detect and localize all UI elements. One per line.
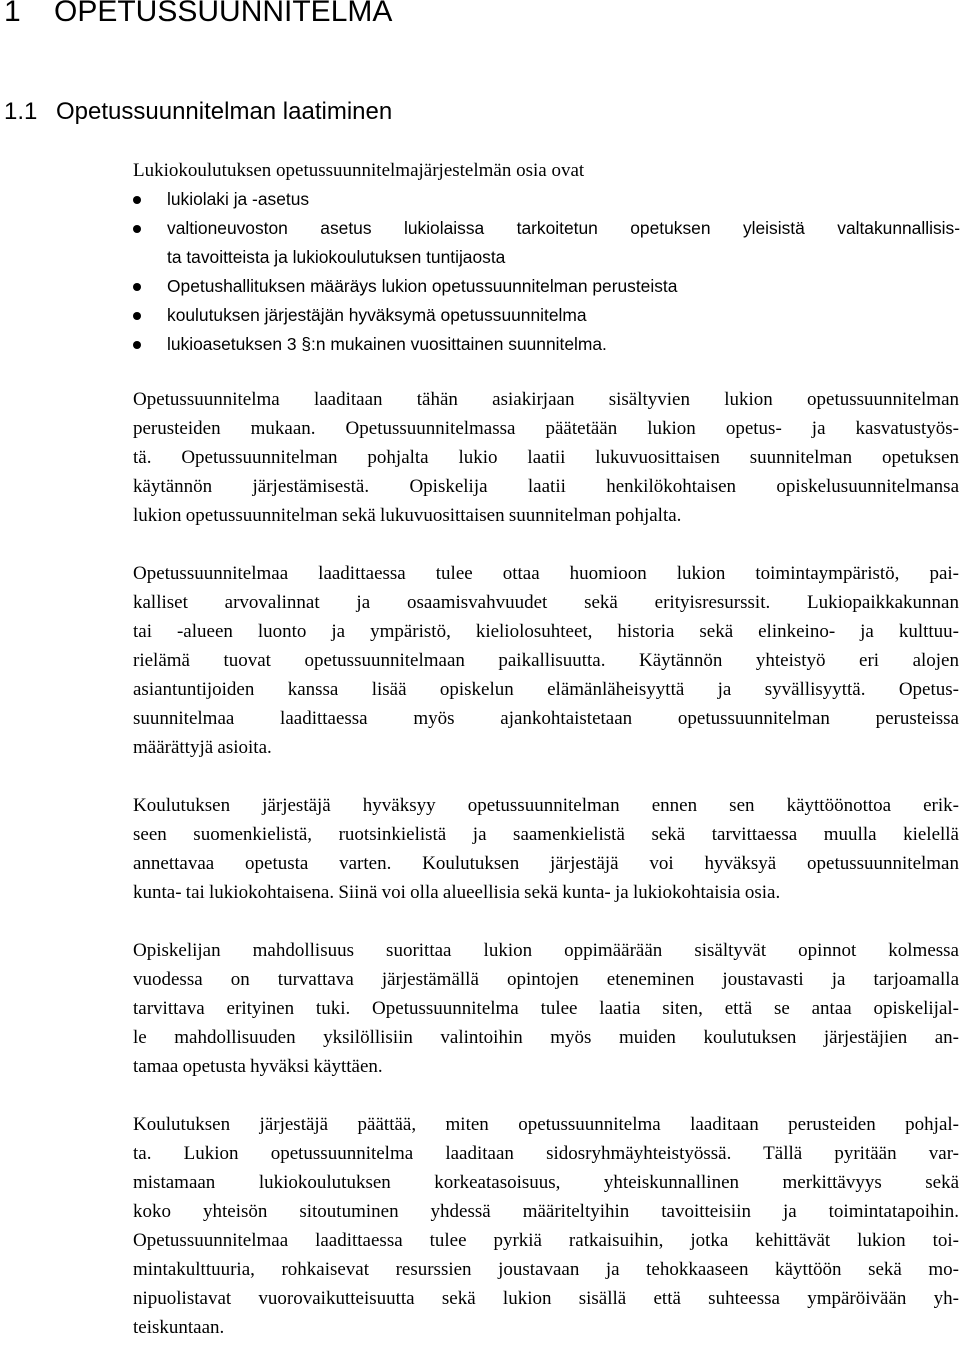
text-line: koko yhteisön sitoutuminen yhdessä määriteltyihin tavoitteisiin ja toimintatapoihin. [133, 1201, 959, 1222]
bullet-icon [133, 283, 141, 291]
paragraph [133, 385, 959, 530]
text-line: käytännön järjestämisestä. Opiskelija laatii henkilökohtaisen opiskelusuunnitelmansa [133, 476, 959, 497]
text-line: kalliset arvovalinnat ja osaamisvahvuudet sekä erityisresurssit. Lukiopaikkakunnan [133, 592, 959, 613]
list-item [133, 272, 960, 301]
section-number: 1.1 [4, 98, 38, 125]
paragraph [133, 559, 959, 762]
text-line: annettavaa opetusta varten. Koulutuksen järjestäjä voi hyväksyä opetussuunnitelman [133, 853, 959, 874]
text-line: Opiskelijan mahdollisuus suorittaa lukion oppimäärään sisältyvät opinnot kolmessa [133, 940, 959, 961]
list-item-text: lukioasetuksen 3 §:n mukainen vuosittainen suunnitelma. [167, 334, 607, 354]
intro-text: Lukiokoulutuksen opetussuunnitelmajärjestelmän osia ovat [133, 160, 585, 181]
list-item [133, 330, 960, 359]
text-line: Opetussuunnitelma laaditaan tähän asiakirjaan sisältyvien lukion opetussuunnitelman [133, 389, 959, 410]
list-item [133, 185, 960, 214]
text-line: perusteiden mukaan. Opetussuunnitelmassa päätetään lukion opetus- ja kasvatustyös- [133, 418, 959, 439]
text-line: kunta- tai lukiokohtaisena. Siinä voi olla alueellisia sekä kunta- ja lukiokohtaisia osia. [133, 882, 781, 903]
list-item-text: Opetushallituksen määräys lukion opetussuunnitelman perusteista [167, 276, 678, 296]
paragraph [133, 791, 959, 907]
chapter-number: 1 [4, 0, 21, 28]
bullet-icon [133, 196, 141, 204]
text-line: Koulutuksen järjestäjä päättää, miten opetussuunnitelma laaditaan perusteiden pohjal- [133, 1114, 959, 1135]
text-line: seen suomenkielistä, ruotsinkielistä ja saamenkielistä sekä tarvittaessa muulla kielellä [133, 824, 959, 845]
list-item-text: lukiolaki ja -asetus [167, 189, 310, 209]
text-line: lukion opetussuunnitelman sekä lukuvuosittaisen suunnitelman pohjalta. [133, 505, 682, 526]
bullet-icon [133, 341, 141, 349]
bullet-list [133, 185, 960, 359]
text-line: asiantuntijoiden kanssa lisää opiskelun elämänläheisyyttä ja syvällisyyttä. Opetus- [133, 679, 959, 700]
section-heading [4, 96, 392, 128]
list-item-text: ta tavoitteista ja lukiokoulutuksen tuntijaosta [167, 247, 506, 267]
text-line: ta. Lukion opetussuunnitelma laaditaan sidosryhmäyhteistyössä. Tällä pyritään var- [133, 1143, 959, 1164]
text-line: suunnitelmaa laadittaessa myös ajankohtaistetaan opetussuunnitelman perusteissa [133, 708, 959, 729]
text-line: vuodessa on turvattava järjestämällä opintojen eteneminen joustavasti ja tarjoamalla [133, 969, 959, 990]
chapter-heading [4, 0, 392, 30]
paragraph [133, 936, 959, 1081]
list-item-text: valtioneuvoston asetus lukiolaissa tarkoitetun opetuksen yleisistä valtakunnallisis- [167, 218, 960, 238]
text-line: tamaa opetusta hyväksi käyttäen. [133, 1056, 383, 1077]
text-line: rielämä tuovat opetussuunnitelmaan paikallisuutta. Käytännön yhteistyö eri alojen [133, 650, 959, 671]
text-line: tarvittava erityinen tuki. Opetussuunnitelma tulee laatia siten, että se antaa opiskelijal- [133, 998, 959, 1019]
list-item-text: koulutuksen järjestäjän hyväksymä opetussuunnitelma [167, 305, 587, 325]
text-line: määrättyjä asioita. [133, 737, 272, 758]
chapter-title: OPETUSSUUNNITELMA [54, 0, 393, 28]
list-item [133, 301, 960, 330]
text-line: Opetussuunnitelmaa laadittaessa tulee pyrkiä ratkaisuihin, jotka kehittävät lukion toi- [133, 1230, 959, 1251]
text-line: mistamaan lukiokoulutuksen korkeatasoisuus, yhteiskunnallinen merkittävyys sekä [133, 1172, 959, 1193]
text-line: nipuolistavat vuorovaikutteisuutta sekä lukion sisällä että suhteessa ympäröivään yh- [133, 1288, 959, 1309]
bullet-icon [133, 225, 141, 233]
text-line: tä. Opetussuunnitelman pohjalta lukio laatii lukuvuosittaisen suunnitelman opetuksen [133, 447, 959, 468]
paragraph [133, 1110, 959, 1342]
text-line: Koulutuksen järjestäjä hyväksyy opetussuunnitelman ennen sen käyttöönottoa erik- [133, 795, 959, 816]
text-line: Opetussuunnitelmaa laadittaessa tulee ottaa huomioon lukion toimintaympäristö, pai- [133, 563, 959, 584]
section-title: Opetussuunnitelman laatiminen [56, 98, 393, 125]
text-line: mintakulttuuria, rohkaisevat resurssien joustavaan ja tehokkaaseen käyttöön sekä mo- [133, 1259, 959, 1280]
text-line: teiskuntaan. [133, 1317, 225, 1338]
body-text [133, 385, 959, 1371]
text-line: le mahdollisuuden yksilöllisiin valintoihin myös muiden koulutuksen järjestäjien an- [133, 1027, 959, 1048]
list-item [133, 214, 960, 272]
bullet-icon [133, 312, 141, 320]
text-line: tai -alueen luonto ja ympäristö, kieliolosuhteet, historia sekä elinkeino- ja kulttuu- [133, 621, 959, 642]
